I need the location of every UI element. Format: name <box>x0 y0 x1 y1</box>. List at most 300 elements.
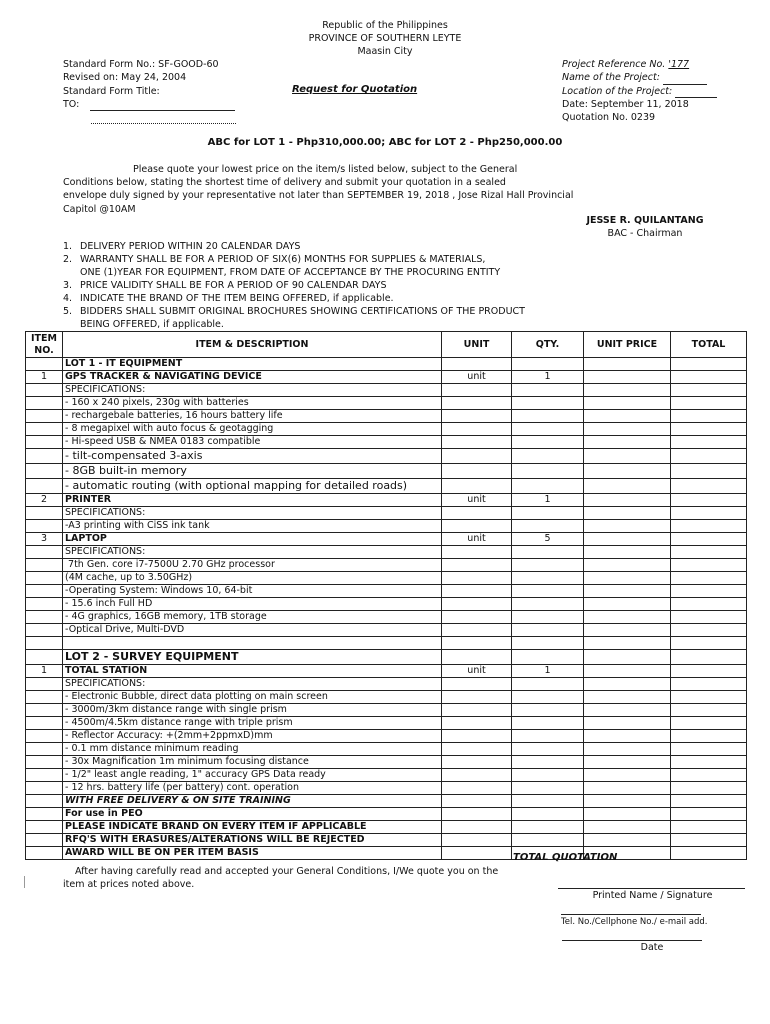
document-header <box>0 19 770 58</box>
qty-cell <box>512 572 584 585</box>
unit-price-cell <box>584 821 671 834</box>
unit-cell <box>442 479 512 494</box>
unit-price-cell <box>584 611 671 624</box>
header-unit: UNIT <box>442 332 512 358</box>
project-name <box>562 71 717 84</box>
total-cell <box>671 665 747 678</box>
table-row <box>26 756 747 769</box>
qty-cell <box>512 611 584 624</box>
item-number-cell <box>26 397 63 410</box>
unit-price-cell <box>584 520 671 533</box>
item-number-cell <box>26 410 63 423</box>
table-row <box>26 507 747 520</box>
form-title-label: Standard Form Title: <box>63 85 160 97</box>
qty-cell <box>512 834 584 847</box>
total-cell <box>671 598 747 611</box>
condition-item <box>63 292 525 305</box>
item-description-cell: - 3000m/3km distance range with single prism <box>63 704 442 717</box>
total-cell <box>671 572 747 585</box>
unit-price-cell <box>584 624 671 637</box>
unit-cell <box>442 436 512 449</box>
item-number-cell: 1 <box>26 665 63 678</box>
total-cell <box>671 384 747 397</box>
qty-cell <box>512 436 584 449</box>
unit-price-cell <box>584 637 671 650</box>
item-description-cell: - 8 megapixel with auto focus & geotagging <box>63 423 442 436</box>
total-cell <box>671 821 747 834</box>
item-number-cell <box>26 559 63 572</box>
unit-price-cell <box>584 598 671 611</box>
total-cell <box>671 743 747 756</box>
item-number-cell <box>26 423 63 436</box>
qty-cell <box>512 821 584 834</box>
unit-price-cell <box>584 704 671 717</box>
item-number-cell <box>26 769 63 782</box>
table-row <box>26 585 747 598</box>
item-description-cell: - 12 hrs. battery life (per battery) cont. operation <box>63 782 442 795</box>
items-table-body <box>26 358 747 860</box>
printed-name-label: Printed Name / Signature <box>592 890 713 901</box>
header-total: TOTAL <box>671 332 747 358</box>
item-description-cell: - 0.1 mm distance minimum reading <box>63 743 442 756</box>
table-row <box>26 520 747 533</box>
unit-cell <box>442 384 512 397</box>
table-row <box>26 665 747 678</box>
table-row <box>26 847 747 860</box>
table-header-row <box>26 332 747 358</box>
condition-text: INDICATE THE BRAND OF THE ITEM BEING OFFERED, if applicable. <box>80 293 394 304</box>
item-number-cell <box>26 624 63 637</box>
item-number-cell <box>26 507 63 520</box>
item-number-cell <box>26 650 63 665</box>
total-cell <box>671 371 747 384</box>
unit-cell <box>442 464 512 479</box>
condition-number: 2. <box>63 254 73 265</box>
unit-price-cell <box>584 533 671 546</box>
unit-price-cell <box>584 730 671 743</box>
item-description-cell: - Reflector Accuracy: +(2mm+2ppmxD)mm <box>63 730 442 743</box>
table-row <box>26 782 747 795</box>
qty-cell <box>512 585 584 598</box>
item-description-cell: AWARD WILL BE ON PER ITEM BASIS <box>63 847 442 860</box>
unit-cell <box>442 559 512 572</box>
unit-cell <box>442 717 512 730</box>
qty-cell <box>512 479 584 494</box>
qty-cell <box>512 546 584 559</box>
table-row <box>26 717 747 730</box>
chairman-name: JESSE R. QUILANTANG <box>586 215 704 226</box>
to-blank-line-2 <box>91 115 236 124</box>
qty-cell: 1 <box>512 371 584 384</box>
form-revised-date: Revised on: May 24, 2004 <box>63 72 187 84</box>
unit-cell <box>442 756 512 769</box>
item-description-cell: WITH FREE DELIVERY & ON SITE TRAINING <box>63 795 442 808</box>
condition-text: WARRANTY SHALL BE FOR A PERIOD OF SIX(6) MONTHS FOR SUPPLIES & MATERIALS, <box>80 254 486 265</box>
header-item-no: ITEM NO. <box>26 332 63 358</box>
to-row-2 <box>63 111 236 124</box>
abc-amounts: ABC for LOT 1 - Php310,000.00; ABC for LOT 2 - Php250,000.00 <box>207 137 563 148</box>
unit-cell <box>442 611 512 624</box>
bac-chairman-block <box>560 214 730 240</box>
acceptance-line-2: item at prices noted above. <box>63 879 195 890</box>
unit-price-cell <box>584 717 671 730</box>
item-description-cell: 7th Gen. core i7-7500U 2.70 GHz processor <box>63 559 442 572</box>
item-number-cell <box>26 821 63 834</box>
item-number-cell <box>26 795 63 808</box>
total-cell <box>671 637 747 650</box>
qty-cell <box>512 520 584 533</box>
total-cell <box>671 397 747 410</box>
total-cell <box>671 479 747 494</box>
total-cell <box>671 834 747 847</box>
item-number-cell <box>26 704 63 717</box>
condition-text: DELIVERY PERIOD WITHIN 20 CALENDAR DAYS <box>80 241 301 252</box>
item-number-cell <box>26 808 63 821</box>
item-description-cell: TOTAL STATION <box>63 665 442 678</box>
table-row <box>26 637 747 650</box>
item-number-cell <box>26 782 63 795</box>
item-description-cell: -A3 printing with CiSS ink tank <box>63 520 442 533</box>
table-row <box>26 691 747 704</box>
total-cell <box>671 507 747 520</box>
table-row <box>26 436 747 449</box>
qty-cell <box>512 624 584 637</box>
item-number-cell <box>26 847 63 860</box>
total-cell <box>671 691 747 704</box>
unit-cell: unit <box>442 371 512 384</box>
unit-price-cell <box>584 769 671 782</box>
item-number-cell: 3 <box>26 533 63 546</box>
item-description-cell: PLEASE INDICATE BRAND ON EVERY ITEM IF APPLICABLE <box>63 821 442 834</box>
project-location-label: Location of the Project: <box>562 85 673 97</box>
total-cell <box>671 546 747 559</box>
intro-paragraph <box>63 163 623 216</box>
contact-label: Tel. No./Cellphone No./ e-mail add. <box>561 917 708 927</box>
header-city: Maasin City <box>357 46 413 57</box>
project-reference <box>562 58 717 71</box>
item-description-cell: - tilt-compensated 3-axis <box>63 449 442 464</box>
total-quotation-label: TOTAL QUOTATION <box>513 852 618 863</box>
qty-cell <box>512 559 584 572</box>
total-cell <box>671 494 747 507</box>
table-row <box>26 704 747 717</box>
unit-cell <box>442 704 512 717</box>
intro-line-3: envelope duly signed by your representative not later than SEPTEMBER 19, 2018 , Jose Rizal Hall Provincial <box>63 190 574 202</box>
unit-cell <box>442 769 512 782</box>
item-description-cell: LOT 2 - SURVEY EQUIPMENT <box>63 650 442 665</box>
table-row <box>26 834 747 847</box>
project-reference-label: Project Reference No. <box>562 59 669 70</box>
table-row <box>26 533 747 546</box>
table-row <box>26 808 747 821</box>
unit-cell <box>442 598 512 611</box>
qty-cell <box>512 397 584 410</box>
signature-line <box>558 888 745 889</box>
project-location <box>562 85 717 98</box>
chairman-title: BAC - Chairman <box>607 228 683 239</box>
unit-price-cell <box>584 410 671 423</box>
table-row <box>26 678 747 691</box>
table-row <box>26 423 747 436</box>
total-cell <box>671 756 747 769</box>
item-number-cell <box>26 436 63 449</box>
project-location-blank <box>675 87 717 98</box>
item-description-cell: RFQ'S WITH ERASURES/ALTERATIONS WILL BE REJECTED <box>63 834 442 847</box>
unit-cell <box>442 449 512 464</box>
table-row <box>26 546 747 559</box>
item-description-cell: - Electronic Bubble, direct data plotting on main screen <box>63 691 442 704</box>
unit-price-cell <box>584 834 671 847</box>
qty-cell <box>512 358 584 371</box>
total-cell <box>671 520 747 533</box>
condition-text: PRICE VALIDITY SHALL BE FOR A PERIOD OF 90 CALENDAR DAYS <box>80 280 387 291</box>
page-title: Request for Quotation <box>292 84 418 95</box>
qty-cell: 5 <box>512 533 584 546</box>
qty-cell <box>512 704 584 717</box>
item-number-cell <box>26 479 63 494</box>
acceptance-line-1: After having carefully read and accepted your General Conditions, I/We quote you on the <box>75 866 499 877</box>
item-description-cell: - automatic routing (with optional mapping for detailed roads) <box>63 479 442 494</box>
item-description-cell: - 8GB built-in memory <box>63 464 442 479</box>
quotation-number: Quotation No. 0239 <box>562 112 656 124</box>
item-description-cell: - 15.6 inch Full HD <box>63 598 442 611</box>
unit-price-cell <box>584 436 671 449</box>
unit-price-cell <box>584 371 671 384</box>
table-row <box>26 559 747 572</box>
qty-cell <box>512 743 584 756</box>
qty-cell <box>512 423 584 436</box>
form-meta-left <box>63 58 236 124</box>
condition-item <box>63 240 525 253</box>
table-row <box>26 572 747 585</box>
unit-cell <box>442 834 512 847</box>
project-name-blank <box>663 74 707 85</box>
item-number-cell <box>26 384 63 397</box>
item-description-cell: SPECIFICATIONS: <box>63 546 442 559</box>
item-number-cell <box>26 743 63 756</box>
intro-line-1: Please quote your lowest price on the item/s listed below, subject to the General <box>133 164 518 175</box>
qty-cell <box>512 410 584 423</box>
unit-cell <box>442 410 512 423</box>
to-blank-line <box>90 99 235 111</box>
table-row <box>26 795 747 808</box>
unit-price-cell <box>584 650 671 665</box>
header-qty: QTY. <box>512 332 584 358</box>
items-table <box>25 331 747 860</box>
item-description-cell: - rechargebale batteries, 16 hours battery life <box>63 410 442 423</box>
unit-price-cell <box>584 464 671 479</box>
qty-cell <box>512 769 584 782</box>
condition-item <box>63 305 525 331</box>
unit-cell: unit <box>442 533 512 546</box>
item-number-cell: 1 <box>26 371 63 384</box>
item-number-cell <box>26 678 63 691</box>
item-number-cell <box>26 598 63 611</box>
total-cell <box>671 611 747 624</box>
total-cell <box>671 717 747 730</box>
item-description-cell: -Optical Drive, Multi-DVD <box>63 624 442 637</box>
unit-price-cell <box>584 397 671 410</box>
qty-cell <box>512 650 584 665</box>
table-row <box>26 371 747 384</box>
qty-cell <box>512 384 584 397</box>
item-description-cell: (4M cache, up to 3.50GHz) <box>63 572 442 585</box>
unit-price-cell <box>584 678 671 691</box>
item-description-cell: - 4G graphics, 16GB memory, 1TB storage <box>63 611 442 624</box>
item-description-cell: LOT 1 - IT EQUIPMENT <box>63 358 442 371</box>
intro-line-4: Capitol @10AM <box>63 203 136 215</box>
unit-price-cell <box>584 494 671 507</box>
unit-cell: unit <box>442 494 512 507</box>
qty-cell <box>512 782 584 795</box>
unit-price-cell <box>584 423 671 436</box>
item-description-cell: PRINTER <box>63 494 442 507</box>
unit-cell <box>442 585 512 598</box>
qty-cell: 1 <box>512 665 584 678</box>
table-row <box>26 650 747 665</box>
header-item-description: ITEM & DESCRIPTION <box>63 332 442 358</box>
unit-cell <box>442 782 512 795</box>
condition-number: 5. <box>63 306 73 317</box>
unit-cell <box>442 730 512 743</box>
to-label: TO: <box>63 98 80 110</box>
unit-cell: unit <box>442 665 512 678</box>
condition-number: 1. <box>63 241 73 252</box>
total-cell <box>671 585 747 598</box>
header-province: PROVINCE OF SOUTHERN LEYTE <box>308 33 462 44</box>
table-row <box>26 358 747 371</box>
unit-cell <box>442 847 512 860</box>
item-description-cell: For use in PEO <box>63 808 442 821</box>
general-conditions-list <box>63 240 525 331</box>
unit-cell <box>442 520 512 533</box>
item-description-cell <box>63 637 442 650</box>
total-cell <box>671 847 747 860</box>
total-cell <box>671 795 747 808</box>
table-row <box>26 384 747 397</box>
item-description-cell: SPECIFICATIONS: <box>63 507 442 520</box>
qty-cell: 1 <box>512 494 584 507</box>
unit-price-cell <box>584 808 671 821</box>
table-row <box>26 821 747 834</box>
item-number-cell <box>26 449 63 464</box>
total-cell <box>671 769 747 782</box>
unit-cell <box>442 423 512 436</box>
qty-cell <box>512 717 584 730</box>
unit-cell <box>442 650 512 665</box>
total-cell <box>671 449 747 464</box>
unit-price-cell <box>584 358 671 371</box>
item-number-cell <box>26 546 63 559</box>
item-number-cell <box>26 834 63 847</box>
unit-price-cell <box>584 479 671 494</box>
total-cell <box>671 808 747 821</box>
table-row <box>26 730 747 743</box>
qty-cell <box>512 449 584 464</box>
date-line <box>562 940 702 941</box>
unit-cell <box>442 572 512 585</box>
total-cell <box>671 704 747 717</box>
table-row <box>26 769 747 782</box>
item-number-cell: 2 <box>26 494 63 507</box>
unit-cell <box>442 637 512 650</box>
item-description-cell: GPS TRACKER & NAVIGATING DEVICE <box>63 371 442 384</box>
table-row <box>26 449 747 464</box>
total-cell <box>671 436 747 449</box>
total-cell <box>671 559 747 572</box>
item-number-cell <box>26 691 63 704</box>
total-cell <box>671 358 747 371</box>
unit-cell <box>442 358 512 371</box>
table-row <box>26 479 747 494</box>
item-description-cell: - 1/2" least angle reading, 1" accuracy GPS Data ready <box>63 769 442 782</box>
qty-cell <box>512 598 584 611</box>
acceptance-statement <box>63 865 533 891</box>
unit-cell <box>442 795 512 808</box>
unit-cell <box>442 743 512 756</box>
table-row <box>26 743 747 756</box>
unit-cell <box>442 821 512 834</box>
table-row <box>26 598 747 611</box>
item-number-cell <box>26 572 63 585</box>
to-row <box>63 98 236 111</box>
item-description-cell: LAPTOP <box>63 533 442 546</box>
table-row <box>26 624 747 637</box>
total-cell <box>671 464 747 479</box>
condition-number: 3. <box>63 280 73 291</box>
qty-cell <box>512 691 584 704</box>
item-description-cell: - 30x Magnification 1m minimum focusing distance <box>63 756 442 769</box>
unit-price-cell <box>584 665 671 678</box>
total-cell <box>671 650 747 665</box>
qty-cell <box>512 637 584 650</box>
unit-price-cell <box>584 756 671 769</box>
unit-cell <box>442 808 512 821</box>
qty-cell <box>512 464 584 479</box>
condition-item <box>63 253 525 279</box>
total-cell <box>671 533 747 546</box>
item-description-cell: - 4500m/4.5km distance range with triple prism <box>63 717 442 730</box>
unit-price-cell <box>584 585 671 598</box>
condition-text: BIDDERS SHALL SUBMIT ORIGINAL BROCHURES SHOWING CERTIFICATIONS OF THE PRODUCT <box>80 306 525 317</box>
item-number-cell <box>26 756 63 769</box>
intro-line-2: Conditions below, stating the shortest time of delivery and submit your quotation in a sealed <box>63 177 506 189</box>
table-row <box>26 410 747 423</box>
unit-cell <box>442 624 512 637</box>
table-row <box>26 397 747 410</box>
tel-line <box>561 914 701 915</box>
form-meta-right <box>562 58 717 124</box>
qty-cell <box>512 808 584 821</box>
qty-cell <box>512 756 584 769</box>
date-label: Date <box>640 942 664 953</box>
table-row <box>26 611 747 624</box>
unit-cell <box>442 507 512 520</box>
qty-cell <box>512 795 584 808</box>
unit-cell <box>442 678 512 691</box>
total-cell <box>671 410 747 423</box>
unit-price-cell <box>584 743 671 756</box>
item-description-cell: - 160 x 240 pixels, 230g with batteries <box>63 397 442 410</box>
unit-price-cell <box>584 691 671 704</box>
project-name-label: Name of the Project: <box>562 72 660 84</box>
margin-mark <box>24 876 25 888</box>
item-description-cell: SPECIFICATIONS: <box>63 384 442 397</box>
header-unit-price: UNIT PRICE <box>584 332 671 358</box>
unit-price-cell <box>584 546 671 559</box>
quotation-date: Date: September 11, 2018 <box>562 98 689 110</box>
unit-cell <box>442 397 512 410</box>
